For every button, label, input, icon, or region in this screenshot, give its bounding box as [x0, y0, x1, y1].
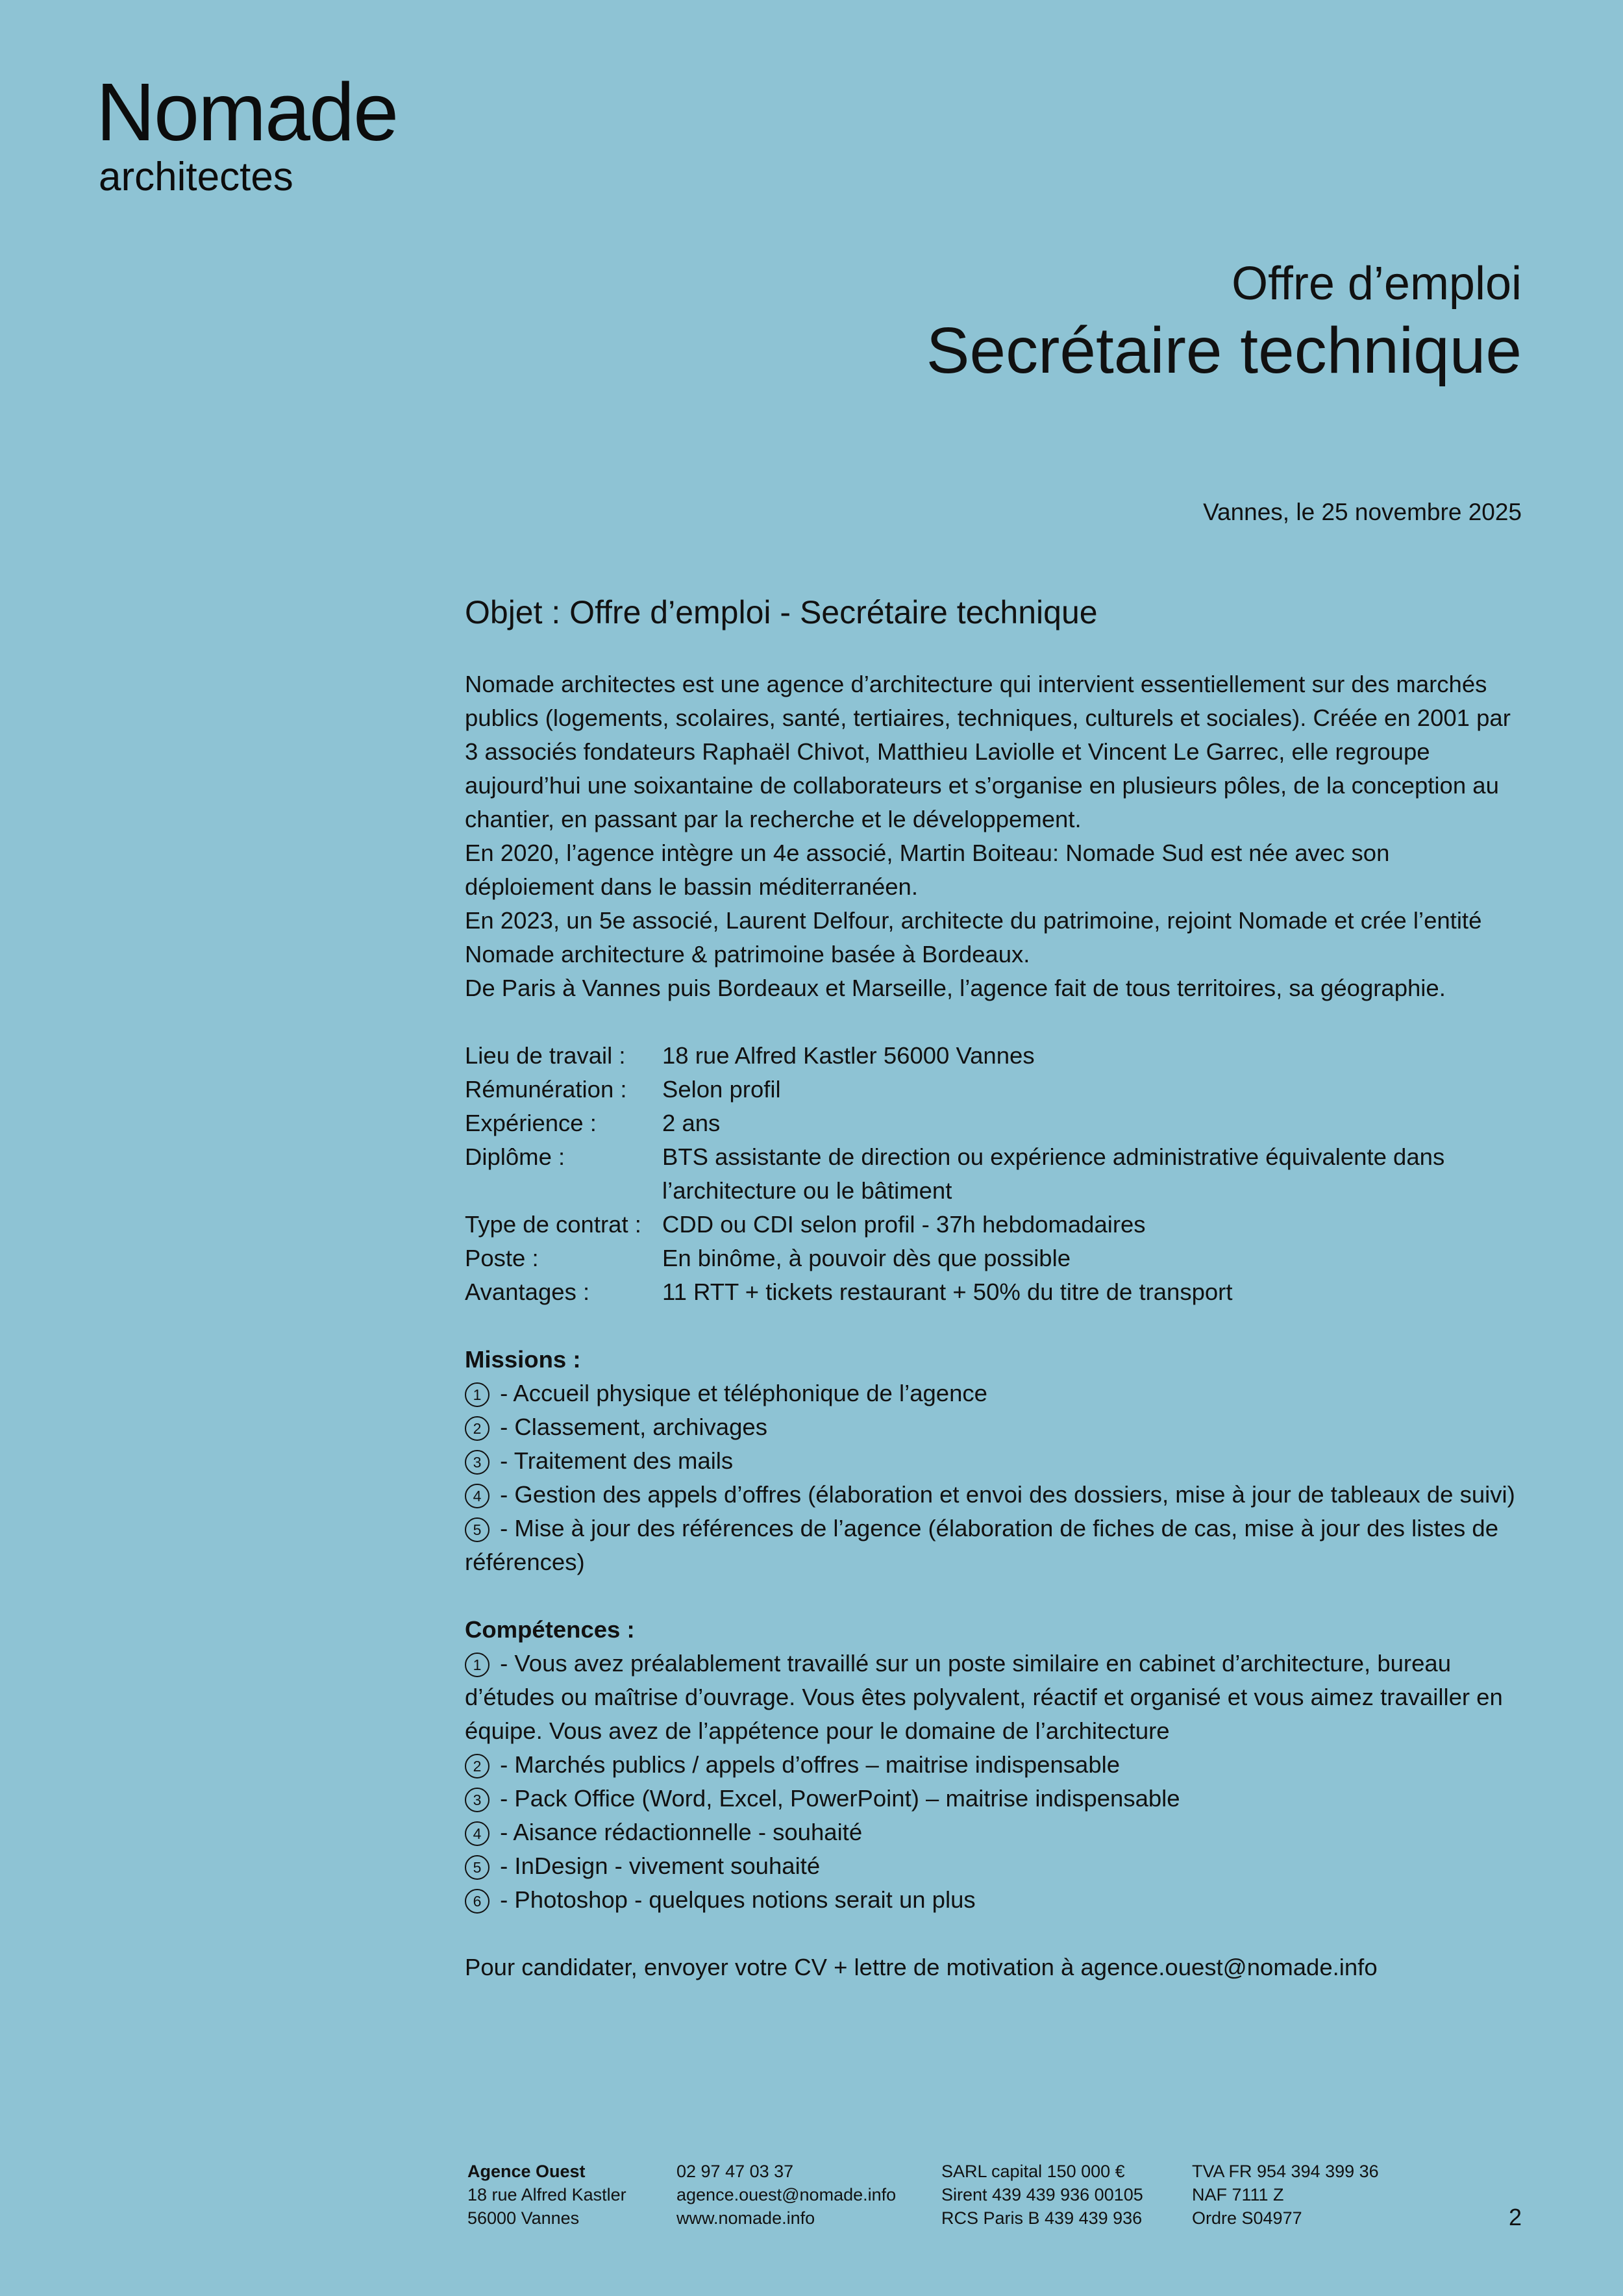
circled-number: 6 [465, 1889, 489, 1914]
competences-list [465, 1647, 1523, 1917]
list-item-text: - Mise à jour des références de l’agence (élaboration de fiches de cas, mise à jour des listes de références) [465, 1515, 1499, 1575]
detail-row-contract [465, 1208, 1523, 1242]
logo [96, 66, 398, 199]
footer-company-info [941, 2160, 1143, 2230]
list-item-text: - Vous avez préalablement travaillé sur un poste similaire en cabinet d’architecture, bureau d’études ou maîtrise d’ouvrage. Vous êtes polyvalent, réactif et organisé et vous aimez travailler en équipe. Vous avez de l’appétence pour le domaine de l’architecture [465, 1650, 1503, 1744]
list-item-text: - Aisance rédactionnelle - souhaité [493, 1819, 863, 1845]
circled-number: 2 [465, 1416, 489, 1441]
detail-row-diploma [465, 1140, 1523, 1208]
circled-number: 4 [465, 1484, 489, 1508]
detail-label: Expérience : [465, 1110, 597, 1136]
list-item [465, 1377, 1523, 1410]
missions-title: Missions : [465, 1346, 581, 1373]
footer-vat: TVA FR 954 394 399 36 [1192, 2162, 1379, 2181]
footer-order: Ordre S04977 [1192, 2208, 1302, 2228]
intro-paragraph: Nomade architectes est une agence d’architecture qui intervient essentiellement sur des marchés publics (logements, scolaires, santé, tertiaires, techniques, culturels et sociales). Créée en 2001 par 3 associés fondateurs Raphaël Chivot, Matthieu Laviolle et Vincent Le Garrec, elle regroupe aujourd’hui une soixantaine de collaborateurs et s’organise en plusieurs pôles, de la conception au chantier, en passant par la recherche et le développement. [465, 671, 1511, 832]
document-title: Secrétaire technique [926, 314, 1522, 388]
list-item [465, 1444, 1523, 1478]
detail-value: CDD ou CDI selon profil - 37h hebdomadaires [662, 1211, 1146, 1238]
list-item [465, 1512, 1523, 1579]
list-item-text: - Photoshop - quelques notions serait un plus [493, 1886, 976, 1913]
detail-value: 11 RTT + tickets restaurant + 50% du titre de transport [662, 1279, 1233, 1305]
footer-agency-name: Agence Ouest [467, 2162, 586, 2181]
detail-label: Poste : [465, 1245, 539, 1271]
list-item [465, 1816, 1523, 1849]
intro-section [465, 668, 1523, 1005]
detail-label: Diplôme : [465, 1143, 565, 1170]
detail-label: Avantages : [465, 1279, 590, 1305]
detail-value: Selon profil [662, 1076, 781, 1103]
detail-row-location [465, 1039, 1523, 1073]
list-item-text: - Classement, archivages [493, 1414, 767, 1440]
missions-section [465, 1343, 1523, 1579]
document-header [926, 258, 1522, 386]
detail-value: 18 rue Alfred Kastler 56000 Vannes [662, 1042, 1035, 1069]
footer-naf: NAF 7111 Z [1192, 2185, 1284, 2204]
circled-number: 5 [465, 1855, 489, 1880]
competences-title: Compétences : [465, 1616, 635, 1643]
list-item [465, 1478, 1523, 1512]
letter-date: Vannes, le 25 novembre 2025 [1203, 499, 1522, 525]
circled-number: 1 [465, 1653, 489, 1677]
detail-label: Rémunération : [465, 1076, 627, 1103]
detail-row-position [465, 1242, 1523, 1275]
list-item [465, 1748, 1523, 1782]
subject-line: Objet : Offre d’emploi - Secrétaire technique [465, 594, 1098, 630]
footer-registration [1192, 2160, 1379, 2230]
logo-sub-text: architectes [99, 155, 293, 199]
circled-number: 2 [465, 1754, 489, 1778]
page-number: 2 [1508, 2204, 1522, 2230]
footer-city: 56000 Vannes [467, 2208, 580, 2228]
list-item [465, 1849, 1523, 1883]
list-item-text: - InDesign - vivement souhaité [493, 1853, 821, 1879]
intro-paragraph: De Paris à Vannes puis Bordeaux et Marseille, l’agence fait de tous territoires, sa géographie. [465, 975, 1446, 1001]
circled-number: 3 [465, 1788, 489, 1812]
circled-number: 3 [465, 1450, 489, 1475]
detail-value: 2 ans [662, 1110, 721, 1136]
list-item [465, 1883, 1523, 1917]
application-instructions: Pour candidater, envoyer votre CV + lettre de motivation à agence.ouest@nomade.info [465, 1954, 1378, 1980]
competences-section [465, 1613, 1523, 1917]
missions-list [465, 1377, 1523, 1579]
list-item-text: - Marchés publics / appels d’offres – maitrise indispensable [493, 1751, 1121, 1778]
footer-email: agence.ouest@nomade.info [676, 2185, 897, 2204]
circled-number: 5 [465, 1517, 489, 1542]
circled-number: 4 [465, 1821, 489, 1846]
detail-label: Lieu de travail : [465, 1042, 626, 1069]
document-kind: Offre d’emploi [1232, 258, 1522, 310]
list-item [465, 1782, 1523, 1816]
list-item-text: - Traitement des mails [493, 1447, 734, 1474]
detail-row-experience [465, 1106, 1523, 1140]
detail-row-benefits [465, 1275, 1523, 1309]
footer-siret: Sirent 439 439 936 00105 [941, 2185, 1143, 2204]
footer-phone: 02 97 47 03 37 [676, 2162, 794, 2181]
detail-row-salary [465, 1073, 1523, 1106]
list-item [465, 1647, 1523, 1748]
letter-body [465, 591, 1523, 1984]
intro-paragraph: En 2023, un 5e associé, Laurent Delfour, architecte du patrimoine, rejoint Nomade et crée l’entité Nomade architecture & patrimoine basée à Bordeaux. [465, 907, 1482, 967]
job-details-table [465, 1039, 1523, 1309]
footer-address [467, 2160, 626, 2230]
detail-label: Type de contrat : [465, 1211, 641, 1238]
footer-street: 18 rue Alfred Kastler [467, 2185, 626, 2204]
list-item-text: - Pack Office (Word, Excel, PowerPoint) – maitrise indispensable [493, 1785, 1180, 1812]
circled-number: 1 [465, 1382, 489, 1407]
list-item [465, 1410, 1523, 1444]
footer-capital: SARL capital 150 000 € [941, 2162, 1125, 2181]
list-item-text: - Accueil physique et téléphonique de l’agence [493, 1380, 987, 1406]
detail-value: BTS assistante de direction ou expérience administrative équivalente dans l’architecture ou le bâtiment [662, 1143, 1445, 1204]
logo-main-text: Nomade [96, 66, 398, 158]
detail-value: En binôme, à pouvoir dès que possible [662, 1245, 1071, 1271]
footer-website: www.nomade.info [676, 2208, 815, 2228]
list-item-text: - Gestion des appels d’offres (élaboration et envoi des dossiers, mise à jour de tableaux de suivi) [493, 1481, 1515, 1508]
footer-contact [676, 2160, 896, 2230]
footer-rcs: RCS Paris B 439 439 936 [941, 2208, 1143, 2228]
intro-paragraph: En 2020, l’agence intègre un 4e associé, Martin Boiteau: Nomade Sud est née avec son déploiement dans le bassin méditerranéen. [465, 840, 1390, 900]
